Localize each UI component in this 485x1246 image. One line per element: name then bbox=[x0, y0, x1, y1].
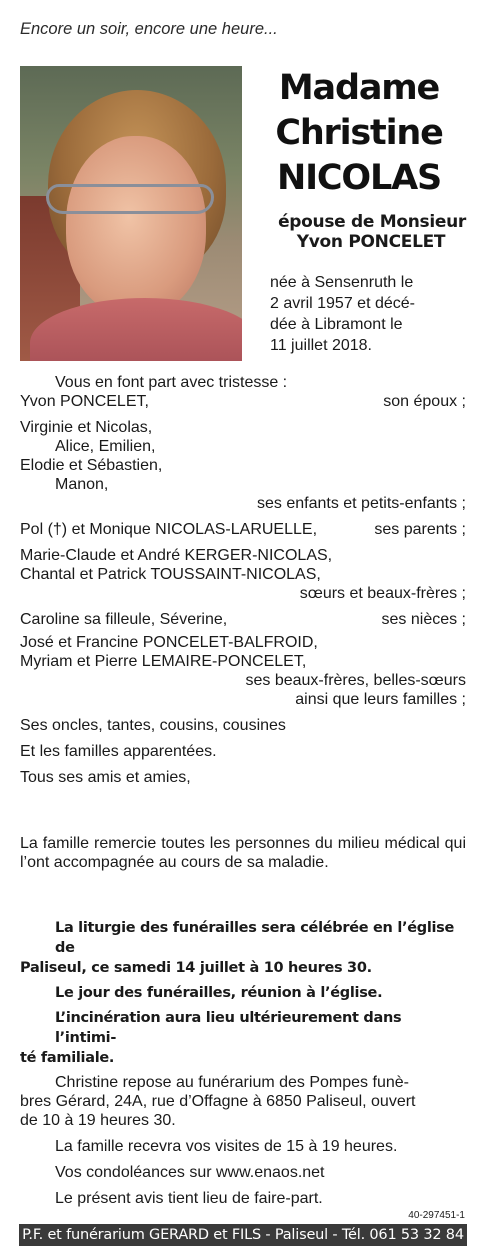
deceased-first-name: Christine bbox=[275, 113, 443, 153]
cremation-line: té familiale. bbox=[20, 1050, 115, 1066]
repose-line: Christine repose au funérarium des Pompes funè- bbox=[55, 1074, 409, 1091]
family-name: Myriam et Pierre LEMAIRE-PONCELET, bbox=[20, 653, 307, 670]
family-role: sœurs et beaux-frères ; bbox=[299, 585, 466, 602]
family-name: Elodie et Sébastien, bbox=[20, 457, 163, 474]
family-intro: Vous en font part avec tristesse : bbox=[55, 374, 288, 391]
repose-line: de 10 à 19 heures 30. bbox=[20, 1112, 176, 1129]
family-name: Yvon PONCELET, bbox=[20, 393, 149, 410]
family-name: Caroline sa filleule, Séverine, bbox=[20, 611, 228, 628]
deceased-title: Madame bbox=[278, 68, 440, 108]
family-name: Virginie et Nicolas, bbox=[20, 419, 153, 436]
spouse-line-2: Yvon PONCELET bbox=[296, 232, 446, 252]
condolences-line: Vos condoléances sur www.enaos.net bbox=[55, 1164, 325, 1181]
liturgy-line: La liturgie des funérailles sera célébrée en l’église de bbox=[55, 920, 455, 956]
deceased-last-name: NICOLAS bbox=[277, 158, 441, 198]
meeting-line: Le jour des funérailles, réunion à l’église. bbox=[55, 985, 383, 1001]
portrait-photo bbox=[20, 66, 242, 361]
birth-line: 2 avril 1957 et décé- bbox=[270, 295, 415, 312]
family-name: Alice, Emilien, bbox=[55, 438, 156, 455]
family-role: ainsi que leurs familles ; bbox=[295, 691, 466, 708]
liturgy-line: Paliseul, ce samedi 14 juillet à 10 heures 30. bbox=[20, 960, 372, 976]
family-name: Marie-Claude et André KERGER-NICOLAS, bbox=[20, 547, 333, 564]
glasses-shape bbox=[46, 184, 214, 214]
visits-line: La famille recevra vos visites de 15 à 19 heures. bbox=[55, 1138, 398, 1155]
family-section bbox=[20, 373, 466, 787]
cremation-line: L’incinération aura lieu ultérieurement dans l’intimi- bbox=[55, 1010, 402, 1046]
thanks-paragraph: La famille remercie toutes les personnes du milieu médical qui l’ont accompagnée au cours de sa maladie. bbox=[20, 835, 466, 871]
birth-line: née à Sensenruth le bbox=[270, 274, 414, 291]
family-name: Pol (†) et Monique NICOLAS-LARUELLE, bbox=[20, 521, 318, 538]
repose-line: bres Gérard, 24A, rue d’Offagne à 6850 Paliseul, ouvert bbox=[20, 1093, 416, 1110]
birth-line: 11 juillet 2018. bbox=[270, 337, 372, 354]
family-name: Chantal et Patrick TOUSSAINT-NICOLAS, bbox=[20, 566, 321, 583]
funeral-home-footer: P.F. et funérarium GERARD et FILS - Paliseul - Tél. 061 53 32 84 bbox=[19, 1224, 467, 1246]
birth-death-info bbox=[270, 272, 466, 356]
notice-line: Le présent avis tient lieu de faire-part. bbox=[55, 1190, 323, 1207]
family-role: ses enfants et petits-enfants ; bbox=[256, 495, 466, 512]
family-role: son époux ; bbox=[383, 393, 466, 410]
family-row bbox=[20, 520, 466, 539]
epigraph: Encore un soir, encore une heure... bbox=[20, 20, 278, 38]
reference-number: 40-297451-1 bbox=[408, 1210, 465, 1221]
family-role: ses beaux-frères, belles-sœurs bbox=[245, 672, 466, 689]
birth-line: dée à Libramont le bbox=[270, 316, 403, 333]
spouse-info bbox=[252, 212, 466, 252]
ceremony-section bbox=[20, 918, 466, 1208]
family-others: Et les familles apparentées. bbox=[20, 743, 217, 760]
spouse-line-1: épouse de Monsieur bbox=[278, 212, 466, 232]
family-name: Manon, bbox=[55, 476, 109, 493]
family-row bbox=[20, 610, 466, 629]
family-row bbox=[20, 392, 466, 411]
family-name: José et Francine PONCELET-BALFROID, bbox=[20, 634, 318, 651]
family-others: Ses oncles, tantes, cousins, cousines bbox=[20, 717, 286, 734]
family-others: Tous ses amis et amies, bbox=[20, 769, 191, 786]
deceased-name bbox=[252, 66, 466, 201]
family-role: ses parents ; bbox=[374, 521, 466, 538]
family-role: ses nièces ; bbox=[381, 611, 466, 628]
